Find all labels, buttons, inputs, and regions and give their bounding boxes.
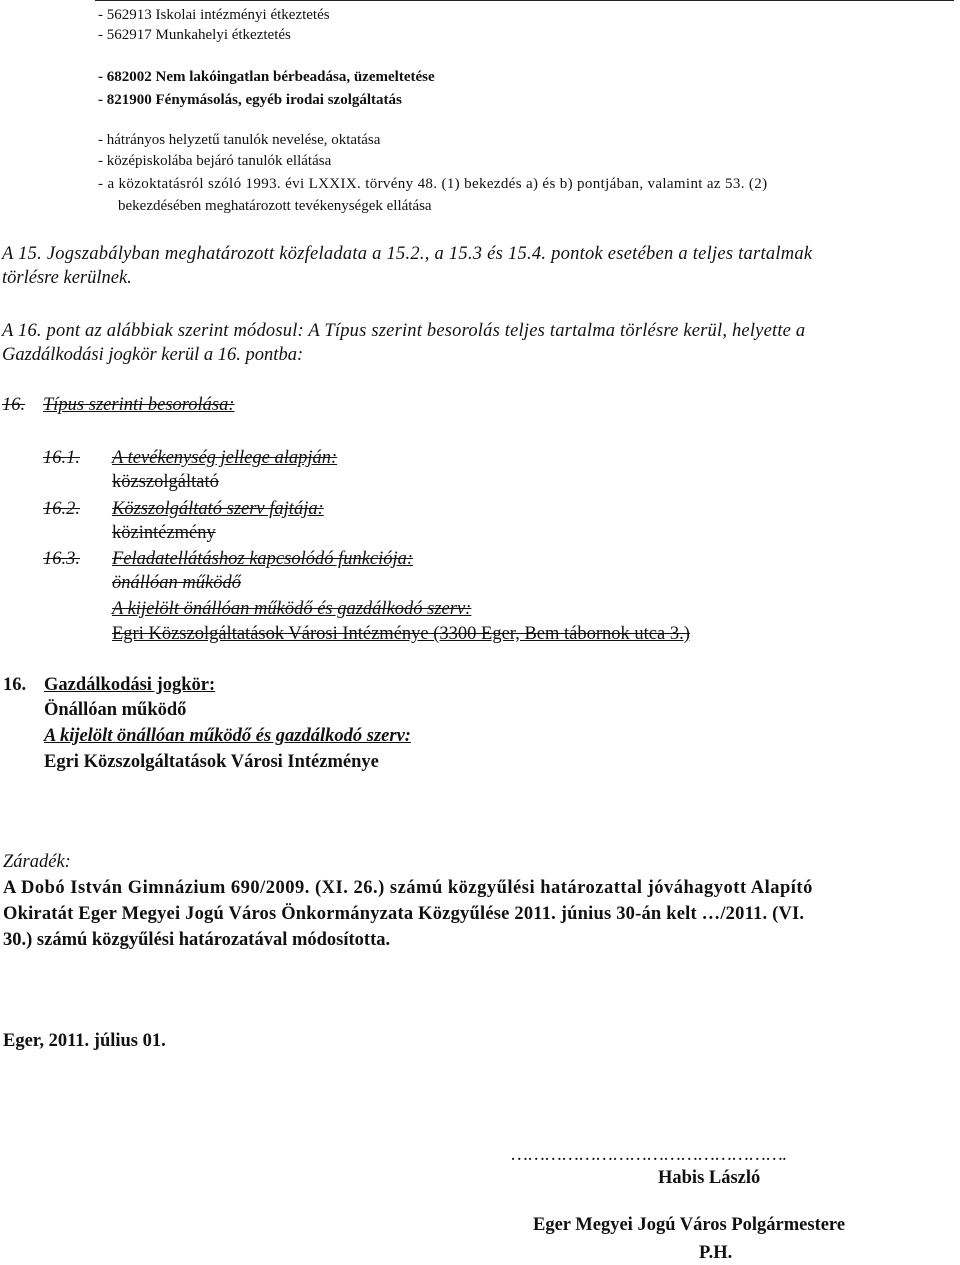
top-rule (95, 0, 954, 1)
signature-dots: …………………………………………. (510, 1145, 786, 1165)
activity-line: - 682002 Nem lakóingatlan bérbeadása, üzemeltetése (98, 69, 435, 85)
paragraph-15-line: A 15. Jogszabályban meghatározott közfeladata a 15.2., a 15.3 és 15.4. pontok esetében a teljes tartalmak (2, 244, 813, 264)
clause-line: A Dobó István Gimnázium 690/2009. (XI. 26.) számú közgyűlési határozattal jóváhagyott Alapító (3, 878, 813, 898)
task-line: - középiskolába bejáró tanulók ellátása (98, 153, 332, 169)
new-section-number: 16. (3, 675, 27, 695)
signatory-title: Eger Megyei Jogú Város Polgármestere (533, 1215, 846, 1235)
new-section-value: Önállóan működő (44, 700, 187, 720)
activity-line: - 821900 Fénymásolás, egyéb irodai szolgáltatás (98, 92, 402, 108)
struck-section-heading: Típus szerinti besorolása: (43, 395, 235, 415)
struck-item-label: A tevékenység jellege alapján: (112, 448, 338, 468)
clause-line: 30.) számú közgyűlési határozatával módosította. (3, 930, 391, 950)
clause-label: Záradék: (3, 852, 71, 872)
stamp-mark: P.H. (699, 1243, 733, 1263)
new-section-heading: Gazdálkodási jogkör: (44, 675, 216, 695)
signatory-name: Habis László (658, 1168, 761, 1188)
task-line: bekezdésében meghatározott tevékenységek ellátása (118, 198, 432, 214)
new-assigned-label: A kijelölt önállóan működő és gazdálkodó szerv: (44, 726, 411, 746)
struck-item-label: Közszolgáltató szerv fajtája: (112, 499, 324, 519)
struck-item-value: önállóan működő (112, 573, 241, 593)
struck-item-number: 16.3. (43, 549, 80, 569)
task-line: - hátrányos helyzetű tanulók nevelése, oktatása (98, 132, 381, 148)
struck-item-value: közszolgáltató (112, 472, 219, 492)
struck-item-number: 16.2. (43, 499, 80, 519)
struck-item-label: Feladatellátáshoz kapcsolódó funkciója: (112, 549, 414, 569)
struck-item-number: 16.1. (43, 448, 80, 468)
task-line: - a közoktatásról szóló 1993. évi LXXIX. törvény 48. (1) bekezdés a) és b) pontjában, valamint az 53. (2) (98, 176, 768, 192)
paragraph-15-line: törlésre kerülnek. (2, 268, 132, 288)
activity-line: - 562917 Munkahelyi étkeztetés (98, 27, 291, 43)
activity-line: - 562913 Iskolai intézményi étkeztetés (98, 7, 330, 23)
place-date: Eger, 2011. július 01. (3, 1031, 166, 1051)
clause-line: Okiratát Eger Megyei Jogú Város Önkormányzata Közgyűlése 2011. június 30-án kelt …/2011. (VI. (3, 904, 805, 924)
paragraph-16-line: A 16. pont az alábbiak szerint módosul: A Típus szerint besorolás teljes tartalma törlésre kerül, helyette a (2, 321, 806, 341)
struck-section-number: 16. (2, 395, 26, 415)
paragraph-16-line: Gazdálkodási jogkör kerül a 16. pontba: (2, 345, 304, 365)
struck-assigned-value: Egri Közszolgáltatások Városi Intézménye (3300 Eger, Bem tábornok utca 3.) (112, 624, 690, 644)
struck-item-value: közintézmény (112, 523, 216, 543)
struck-assigned-label: A kijelölt önállóan működő és gazdálkodó szerv: (112, 599, 472, 619)
new-assigned-value: Egri Közszolgáltatások Városi Intézménye (44, 752, 379, 772)
